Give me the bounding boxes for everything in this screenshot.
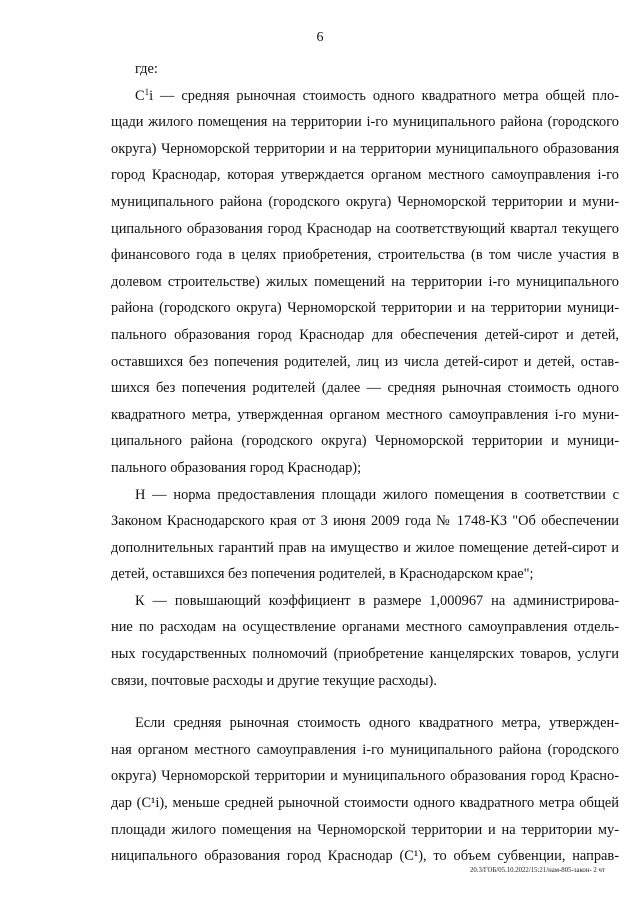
text-line: квадратного метра, утвержденная органом местного самоуправления i-го муни-: [111, 406, 619, 423]
text-line: щади жилого помещения на территории i-го муниципального района (городского: [111, 114, 619, 131]
text-line: Законом Краснодарского края от 3 июня 2009 года № 1748-КЗ "Об обеспечении: [111, 513, 619, 530]
text-line: финансового года в целях приобретения, строительства (в том числе участия в: [111, 247, 619, 264]
text-line: Если средняя рыночная стоимость одного квадратного метра, утвержден-: [135, 715, 619, 732]
text-line: $C^1i$ — средняя рыночная стоимость одного квадратного метра общей пло-: [135, 86, 619, 104]
text-line: района (городского округа) Черноморской территории и на территории муници-: [111, 300, 619, 317]
text-line: К — повышающий коэффициент в размере 1,000967 на администрирова-: [135, 592, 619, 609]
text-line: округа) Черноморской территории и муниципального образования город Красно-: [111, 768, 619, 785]
text-line: где:: [135, 61, 158, 77]
text-line: долевом строительстве) жилых помещений на территории i-го муниципального: [111, 273, 619, 290]
text-line: Н — норма предоставления площади жилого помещения в соответствии с: [135, 486, 619, 503]
text-line: оставшихся без попечения родителей, лиц из числа детей-сирот и детей, остав-: [111, 353, 619, 370]
text-line: ниципального образования город Краснодар (C¹), то объем субвенции, направ-: [111, 848, 619, 865]
text-line: шихся без попечения родителей (далее — средняя рыночная стоимость одного: [111, 380, 619, 397]
text-line: ципального образования город Краснодар на соответствующий квартал текущего: [111, 220, 619, 237]
text-line: ципального района (городского округа) Черноморской территории и муници-: [111, 433, 619, 450]
text-line: пального образования город Краснодар для обеспечения детей-сирот и детей,: [111, 326, 619, 343]
text-line: дополнительных гарантий прав на имущество и жилое помещение детей-сирот и: [111, 539, 619, 556]
text-line: связи, почтовые расходы и другие текущие расходы).: [111, 672, 437, 689]
text-line: ная органом местного самоуправления i-го муниципального района (городского: [111, 741, 619, 758]
document-footer-code: 20.3/ГОБ/05.10.2022/15:21/нам-805-закон- 2 чт: [470, 867, 605, 874]
text-line: ние по расходам на осуществление органами местного самоуправления отдель-: [111, 619, 619, 636]
text-line: ных государственных полномочий (приобретение канцелярских товаров, услуги: [111, 646, 619, 663]
text-line: округа) Черноморской территории и на территории муниципального образования: [111, 140, 619, 157]
text-line: дар (C¹i), меньше средней рыночной стоимости одного квадратного метра общей: [111, 795, 619, 812]
document-body: [111, 56, 619, 870]
page-number: 6: [316, 30, 324, 45]
text-line: детей, оставшихся без попечения родителей, в Краснодарском крае";: [111, 566, 534, 583]
paragraph-gap: [111, 694, 619, 710]
text-line: город Краснодар, которая утверждается органом местного самоуправления i-го: [111, 167, 619, 184]
text-line: площади жилого помещения на Черноморской территории и на территории му-: [111, 821, 619, 838]
text-line: пального образования город Краснодар);: [111, 459, 362, 476]
text-line: муниципального района (городского округа) Черноморской территории и муни-: [111, 193, 619, 210]
